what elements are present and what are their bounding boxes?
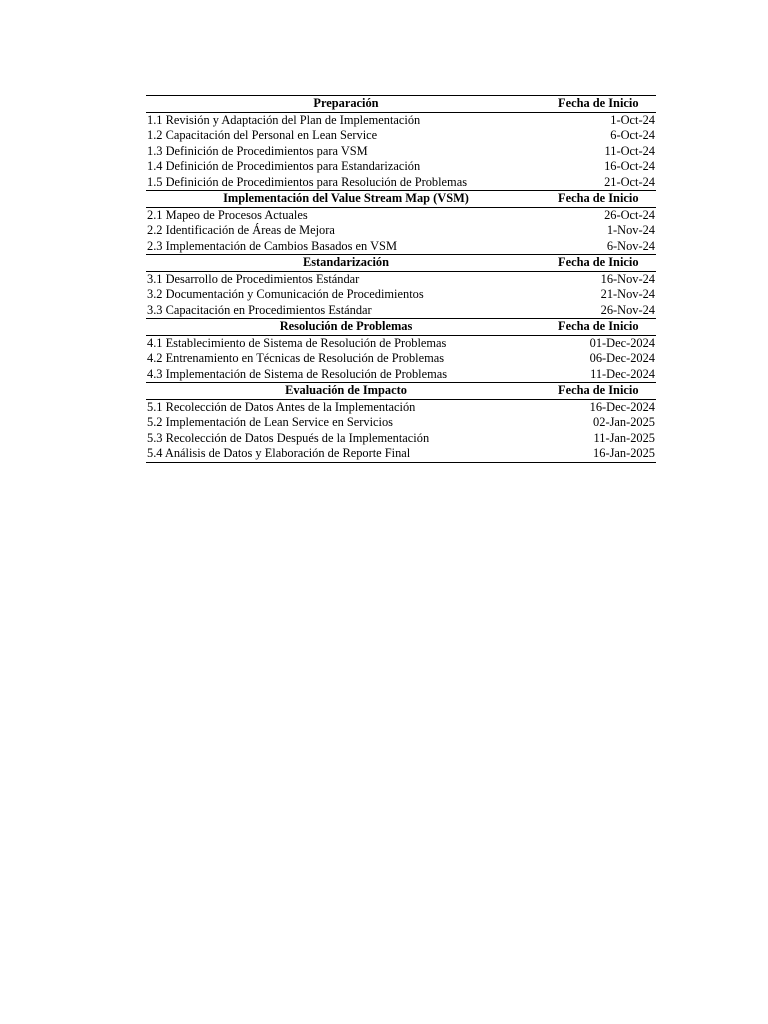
task-start-date-cell: 16-Oct-24 <box>604 159 655 173</box>
task-start-date-cell: 6-Oct-24 <box>610 128 655 142</box>
task-start-date-cell: 06-Dec-2024 <box>589 351 655 365</box>
task-name-cell: 5.1 Recolección de Datos Antes de la Implementación <box>147 399 416 414</box>
task-name-cell: 1.3 Definición de Procedimientos para VSM <box>147 143 368 158</box>
section-title: Preparación <box>146 96 546 113</box>
task-name-cell: 5.3 Recolección de Datos Después de la Implementación <box>147 430 430 445</box>
task-start-date-cell: 16-Jan-2025 <box>546 446 656 462</box>
task-start-date-cell: 21-Nov-24 <box>600 287 655 301</box>
task-start-date-cell: 02-Jan-2025 <box>593 415 655 429</box>
task-start-date-cell: 16-Dec-2024 <box>589 399 655 414</box>
task-start-date-cell: 26-Oct-24 <box>604 207 655 222</box>
section-title: Estandarización <box>146 255 546 272</box>
task-name-cell: 3.2 Documentación y Comunicación de Procedimientos <box>147 287 424 301</box>
task-start-date-cell: 21-Oct-24 <box>604 174 655 189</box>
task-name-cell: 1.5 Definición de Procedimientos para Resolución de Problemas <box>147 174 468 189</box>
task-name-cell: 3.1 Desarrollo de Procedimientos Estándar <box>147 271 360 286</box>
task-start-date-cell: 1-Nov-24 <box>606 223 655 237</box>
start-date-column-header: Fecha de Inicio <box>546 319 656 336</box>
task-row <box>146 128 656 144</box>
section-header-row <box>146 255 656 272</box>
task-start-date-cell: 1-Oct-24 <box>610 112 655 127</box>
section-header-row <box>146 319 656 336</box>
implementation-schedule-table <box>146 95 656 463</box>
task-row <box>146 351 656 367</box>
task-row <box>146 175 656 191</box>
task-start-date-cell: 6-Nov-24 <box>606 238 655 253</box>
task-row <box>146 144 656 160</box>
task-row <box>146 415 656 431</box>
schedule-table-body <box>146 96 656 463</box>
task-row <box>146 112 656 128</box>
task-start-date-cell: 01-Dec-2024 <box>589 335 655 350</box>
task-name-cell: 5.2 Implementación de Lean Service en Servicios <box>147 415 394 429</box>
task-row <box>146 399 656 415</box>
schedule-sheet <box>146 95 656 463</box>
task-name-cell: 2.2 Identificación de Áreas de Mejora <box>147 223 335 237</box>
task-name-cell: 2.1 Mapeo de Procesos Actuales <box>147 207 308 222</box>
task-start-date-cell: 11-Dec-2024 <box>590 366 655 381</box>
section-title: Implementación del Value Stream Map (VSM) <box>146 191 546 208</box>
task-start-date-cell: 11-Jan-2025 <box>593 430 655 445</box>
start-date-column-header: Fecha de Inicio <box>546 255 656 272</box>
task-name-cell: 1.2 Capacitación del Personal en Lean Service <box>147 128 378 142</box>
task-row <box>146 335 656 351</box>
task-name-cell: 2.3 Implementación de Cambios Basados en VSM <box>147 238 397 253</box>
task-row <box>146 287 656 303</box>
start-date-column-header: Fecha de Inicio <box>546 191 656 208</box>
section-header-row <box>146 191 656 208</box>
section-header-row <box>146 383 656 400</box>
task-name-cell: 5.4 Análisis de Datos y Elaboración de Reporte Final <box>146 446 546 462</box>
task-row <box>146 223 656 239</box>
task-start-date-cell: 16-Nov-24 <box>600 271 655 286</box>
section-title: Evaluación de Impacto <box>146 383 546 400</box>
task-name-cell: 4.3 Implementación de Sistema de Resolución de Problemas <box>147 366 448 381</box>
task-row <box>146 271 656 287</box>
task-name-cell: 4.1 Establecimiento de Sistema de Resolución de Problemas <box>147 335 447 350</box>
task-name-cell: 3.3 Capacitación en Procedimientos Estándar <box>147 302 372 317</box>
task-row <box>146 239 656 255</box>
start-date-column-header: Fecha de Inicio <box>546 383 656 400</box>
task-name-cell: 4.2 Entrenamiento en Técnicas de Resolución de Problemas <box>147 351 445 365</box>
task-row <box>146 159 656 175</box>
task-row <box>146 431 656 447</box>
section-title: Resolución de Problemas <box>146 319 546 336</box>
task-name-cell: 1.4 Definición de Procedimientos para Estandarización <box>147 159 421 173</box>
start-date-column-header: Fecha de Inicio <box>546 96 656 113</box>
task-row <box>146 446 656 462</box>
task-row <box>146 207 656 223</box>
task-name-cell: 1.1 Revisión y Adaptación del Plan de Implementación <box>147 112 421 127</box>
task-row <box>146 303 656 319</box>
task-start-date-cell: 11-Oct-24 <box>604 143 655 158</box>
task-row <box>146 367 656 383</box>
section-header-row <box>146 96 656 113</box>
task-start-date-cell: 26-Nov-24 <box>600 302 655 317</box>
